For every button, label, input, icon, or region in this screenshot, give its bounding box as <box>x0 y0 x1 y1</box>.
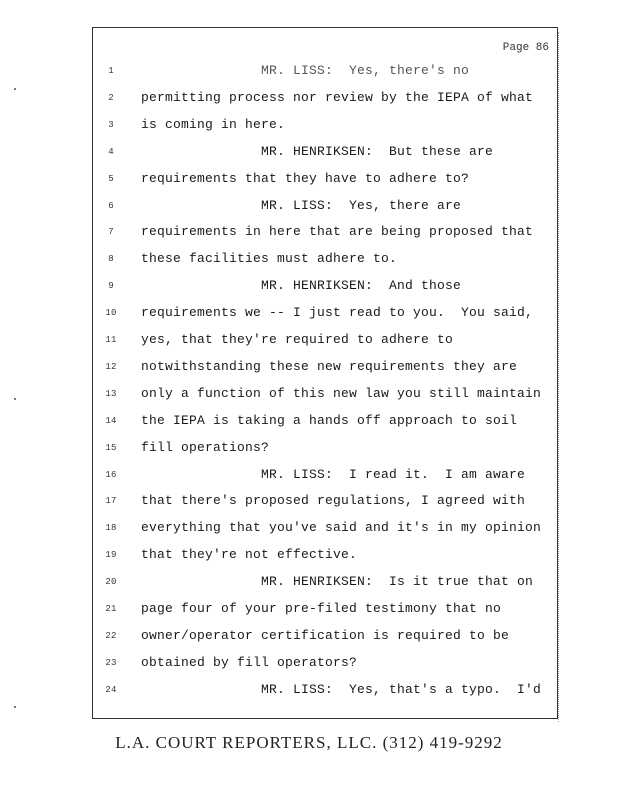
line-text: MR. LISS: I read it. I am aware <box>141 466 526 482</box>
line-number: 12 <box>105 361 117 372</box>
line-number: 1 <box>108 66 114 76</box>
line-text: that they're not effective. <box>141 547 358 563</box>
transcript-line <box>93 574 559 601</box>
line-text: yes, that they're required to adhere to <box>141 332 454 347</box>
transcript-line <box>93 655 559 682</box>
line-text: MR. HENRIKSEN: But these are <box>141 143 494 159</box>
line-number: 20 <box>105 577 117 588</box>
transcript-line <box>93 359 559 386</box>
transcript-line <box>93 386 559 413</box>
line-number: 7 <box>108 227 114 238</box>
transcript-line <box>93 682 559 709</box>
line-number: 14 <box>105 415 117 426</box>
transcript-line <box>93 440 559 467</box>
transcript-line <box>93 332 559 359</box>
transcript-line <box>93 628 559 655</box>
transcript-line <box>93 63 559 90</box>
line-number: 17 <box>105 496 117 507</box>
line-number: 2 <box>108 92 114 103</box>
line-text: only a function of this new law you still maintain <box>141 385 542 401</box>
line-text: that there's proposed regulations, I agreed with <box>141 493 526 509</box>
line-number: 6 <box>108 200 114 211</box>
transcript-line <box>93 493 559 520</box>
page-number: Page 86 <box>502 42 549 54</box>
scan-speck <box>14 88 16 90</box>
transcript-line <box>93 520 559 547</box>
line-text: owner/operator certification is required to be <box>141 627 510 643</box>
transcript-line <box>93 467 559 494</box>
scan-speck <box>14 398 16 400</box>
transcript-line <box>93 547 559 574</box>
transcript-line <box>93 278 559 305</box>
line-number: 9 <box>108 281 114 292</box>
line-text: is coming in here. <box>141 116 286 132</box>
transcript-line <box>93 305 559 332</box>
line-text: MR. LISS: Yes, there's no <box>141 63 470 78</box>
line-text: the IEPA is taking a hands off approach to soil <box>141 412 518 428</box>
line-text: everything that you've said and it's in my opinion <box>141 520 542 536</box>
line-number: 5 <box>108 173 114 184</box>
scan-speck <box>14 706 16 708</box>
line-number: 8 <box>108 254 114 265</box>
line-text: MR. HENRIKSEN: Is it true that on <box>141 574 534 590</box>
line-number: 3 <box>108 119 114 130</box>
line-text: obtained by fill operators? <box>141 654 358 670</box>
transcript-line <box>93 171 559 198</box>
line-text: MR. LISS: Yes, there are <box>141 197 462 213</box>
line-number: 4 <box>108 146 114 157</box>
line-text: requirements in here that are being proposed that <box>141 224 534 240</box>
line-number: 22 <box>105 630 117 641</box>
line-text: page four of your pre-filed testimony that no <box>141 601 502 616</box>
line-text: MR. LISS: Yes, that's a typo. I'd <box>141 681 542 697</box>
transcript-line <box>93 198 559 225</box>
line-text: fill operations? <box>141 439 270 455</box>
line-number: 16 <box>105 469 117 480</box>
transcript-line <box>93 90 559 117</box>
court-reporter-footer: L.A. COURT REPORTERS, LLC. (312) 419-9292 <box>115 733 503 752</box>
transcript-page <box>92 27 558 719</box>
transcript-line <box>93 224 559 251</box>
line-number: 10 <box>105 308 117 319</box>
line-number: 19 <box>105 550 117 561</box>
transcript-line <box>93 144 559 171</box>
line-number: 15 <box>105 442 117 453</box>
line-text: notwithstanding these new requirements they are <box>141 358 518 374</box>
line-text: permitting process nor review by the IEPA of what <box>141 89 534 105</box>
line-text: requirements that they have to adhere to? <box>141 170 470 186</box>
transcript-line <box>93 251 559 278</box>
line-number: 11 <box>105 335 117 345</box>
transcript-line <box>93 117 559 144</box>
transcript-line <box>93 413 559 440</box>
line-number: 21 <box>105 604 117 614</box>
line-number: 13 <box>105 388 117 399</box>
line-number: 18 <box>105 523 117 534</box>
line-number: 23 <box>105 657 117 668</box>
line-text: requirements we -- I just read to you. You said, <box>141 305 534 321</box>
line-text: these facilities must adhere to. <box>141 251 398 267</box>
transcript-line <box>93 601 559 628</box>
line-number: 24 <box>105 684 117 695</box>
line-text: MR. HENRIKSEN: And those <box>141 278 462 294</box>
